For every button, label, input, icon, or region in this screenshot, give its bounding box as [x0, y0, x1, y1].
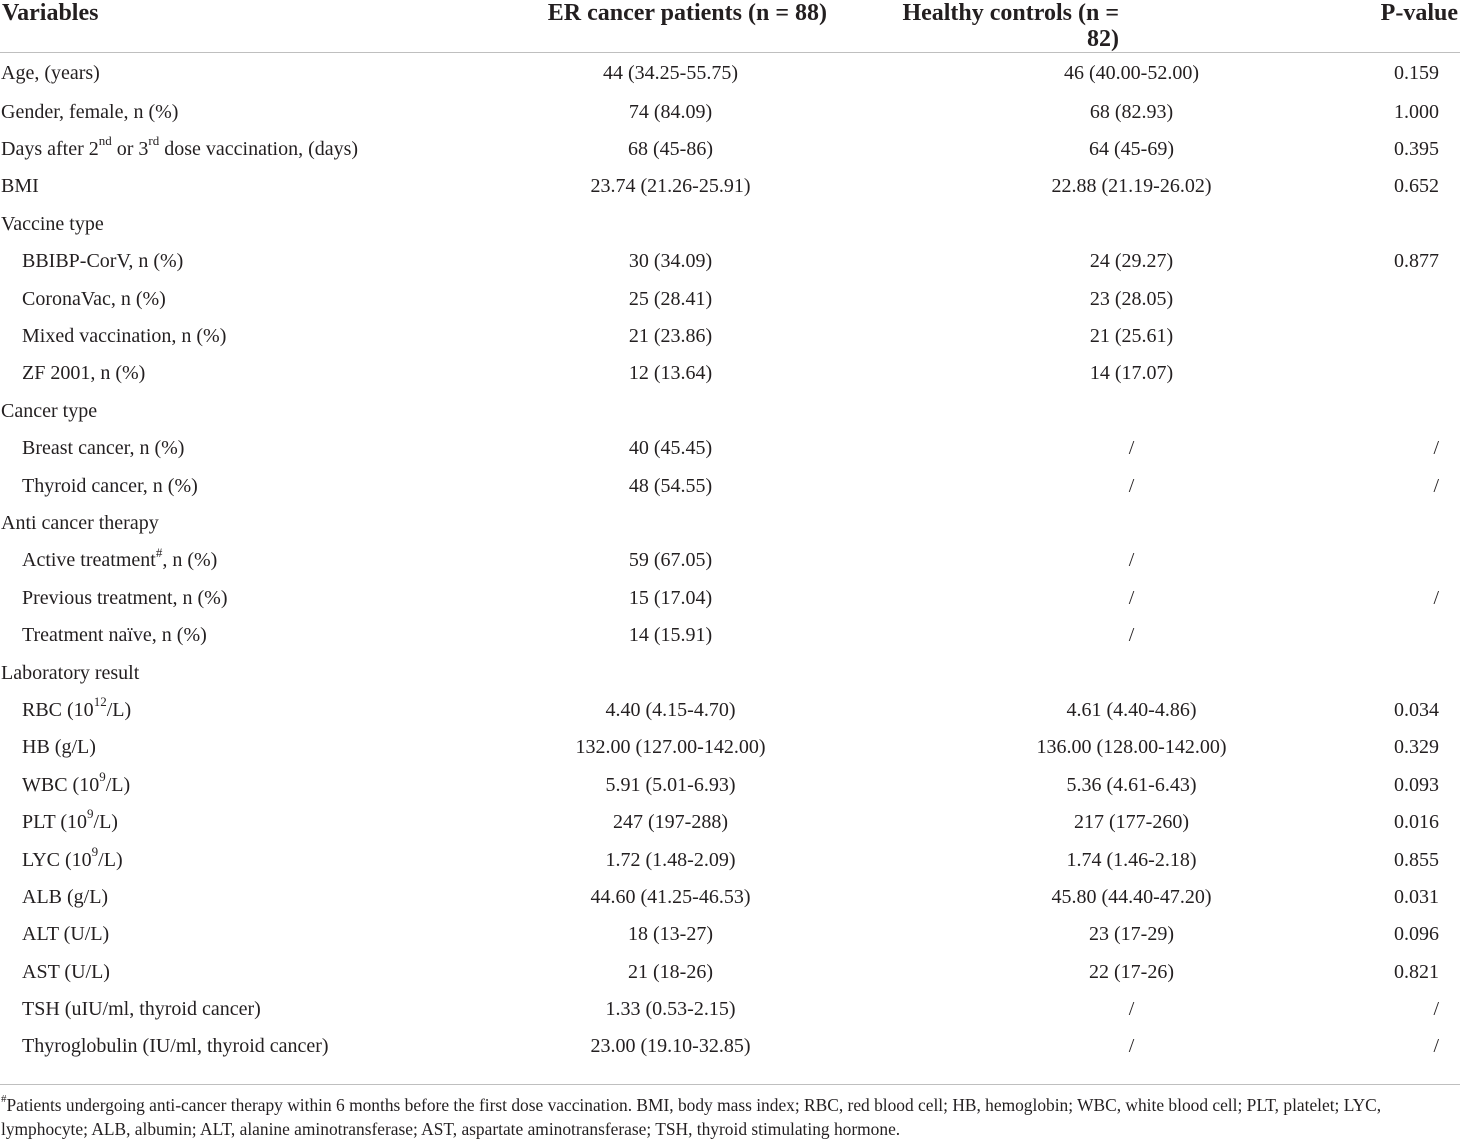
er-cancer-value: 1.33 (0.53-2.15)	[605, 998, 736, 1021]
healthy-control-value: /	[1128, 586, 1135, 609]
row-label: Vaccine type	[1, 212, 104, 235]
row-label: AST (U/L)	[22, 960, 110, 983]
p-value: 0.093	[1394, 773, 1439, 796]
row-label-superscript: nd	[98, 133, 112, 149]
p-value: 0.016	[1394, 811, 1439, 834]
table-row	[0, 130, 1460, 167]
er-cancer-value: 5.91 (5.01-6.93)	[605, 773, 736, 796]
row-label-superscript: #	[155, 544, 163, 560]
healthy-control-value	[871, 504, 1332, 541]
er-cancer-value: 59 (67.05)	[628, 549, 713, 572]
row-label: ALB (g/L)	[22, 885, 109, 908]
table-bottom-rule	[0, 1084, 1460, 1085]
er-cancer-value: 25 (28.41)	[628, 287, 713, 310]
row-label-part: , n (%)	[162, 549, 218, 572]
row-label	[0, 691, 460, 728]
p-value	[1332, 654, 1460, 691]
row-label-part: /L)	[98, 848, 123, 871]
healthy-control-value: 23 (17-29)	[1089, 923, 1174, 946]
table-row	[0, 616, 1460, 653]
row-label: Cancer type	[1, 399, 98, 422]
p-value: 0.031	[1394, 885, 1439, 908]
table-row	[0, 953, 1460, 990]
er-cancer-value: 44.60 (41.25-46.53)	[590, 885, 751, 908]
row-label: Age, (years)	[1, 62, 100, 84]
table-row	[0, 990, 1460, 1027]
header-variables: Variables	[0, 0, 460, 53]
er-cancer-value: 68 (45-86)	[628, 138, 713, 161]
row-label-part: LYC (10	[22, 848, 92, 871]
table-row	[0, 729, 1460, 766]
p-value: 0.096	[1394, 923, 1439, 946]
row-label: ALT (U/L)	[22, 923, 110, 946]
healthy-control-value	[871, 205, 1332, 242]
p-value	[1332, 542, 1460, 579]
table-row	[0, 878, 1460, 915]
p-value: 0.329	[1394, 736, 1439, 759]
row-label: Breast cancer, n (%)	[22, 437, 185, 460]
healthy-control-value: 1.74 (1.46-2.18)	[1066, 848, 1197, 871]
footnote-mark: #	[1, 1093, 7, 1106]
healthy-control-value: /	[1128, 549, 1135, 572]
healthy-control-value: 22.88 (21.19-26.02)	[1051, 175, 1212, 198]
healthy-control-value: 4.61 (4.40-4.86)	[1066, 698, 1197, 721]
table-row	[0, 53, 1460, 94]
er-cancer-value: 23.00 (19.10-32.85)	[590, 1035, 751, 1058]
er-cancer-value: 18 (13-27)	[628, 923, 713, 946]
er-cancer-value: 30 (34.09)	[628, 250, 713, 273]
healthy-control-value: /	[1128, 437, 1135, 460]
er-cancer-value: 48 (54.55)	[628, 474, 713, 497]
table-row	[0, 504, 1460, 541]
er-cancer-value: 14 (15.91)	[628, 624, 713, 647]
er-cancer-value: 247 (197-288)	[613, 811, 728, 834]
row-label-superscript: 9	[91, 843, 99, 859]
healthy-control-value	[871, 654, 1332, 691]
row-label-superscript: 12	[93, 694, 107, 710]
table-row	[0, 280, 1460, 317]
healthy-control-value: /	[1128, 624, 1135, 647]
table-row	[0, 841, 1460, 878]
table-row	[0, 1028, 1460, 1065]
row-label: TSH (uIU/ml, thyroid cancer)	[22, 998, 261, 1021]
row-label: Mixed vaccination, n (%)	[22, 325, 227, 348]
table-footnote	[1, 1093, 1459, 1141]
row-label-part: Active treatment	[22, 549, 156, 572]
table-body	[0, 53, 1460, 1066]
er-cancer-value: 74 (84.09)	[628, 100, 713, 123]
header-healthy-controls: Healthy controls (n = 82)	[871, 0, 1332, 53]
row-label: HB (g/L)	[22, 736, 96, 759]
healthy-control-value: 136.00 (128.00-142.00)	[1036, 736, 1227, 759]
table-row	[0, 579, 1460, 616]
p-value	[1332, 355, 1460, 392]
healthy-control-value: 21 (25.61)	[1089, 325, 1174, 348]
row-label: Previous treatment, n (%)	[22, 586, 228, 609]
table-row	[0, 243, 1460, 280]
table-row	[0, 916, 1460, 953]
table-row	[0, 654, 1460, 691]
row-label-part: PLT (10	[22, 811, 88, 834]
table-row	[0, 467, 1460, 504]
table-row	[0, 803, 1460, 840]
row-label	[0, 766, 460, 803]
p-value	[1332, 205, 1460, 242]
table-header	[0, 0, 1460, 53]
row-label-superscript: rd	[148, 133, 160, 149]
p-value: 0.034	[1394, 698, 1439, 721]
er-cancer-value	[460, 654, 871, 691]
er-cancer-value	[460, 504, 871, 541]
er-cancer-value: 21 (23.86)	[628, 325, 713, 348]
table-row	[0, 355, 1460, 392]
table-row	[0, 392, 1460, 429]
p-value: /	[1433, 586, 1439, 609]
row-label-superscript: 9	[87, 806, 94, 822]
header-p-value: P-value	[1332, 0, 1460, 53]
p-value: 0.652	[1394, 175, 1439, 198]
healthy-control-value: 24 (29.27)	[1089, 250, 1174, 273]
row-label: Gender, female, n (%)	[1, 100, 179, 123]
row-label	[0, 542, 460, 579]
healthy-control-value	[871, 392, 1332, 429]
healthy-control-value: /	[1128, 474, 1135, 497]
er-cancer-value	[460, 205, 871, 242]
er-cancer-value: 4.40 (4.15-4.70)	[605, 698, 736, 721]
p-value: 0.877	[1394, 250, 1439, 273]
er-cancer-value: 21 (18-26)	[628, 960, 713, 983]
table-row	[0, 317, 1460, 354]
footnote-text: Patients undergoing anti-cancer therapy within 6 months before the first dose vaccination. BMI, body mass index; RBC, red blood cell; HB, hemoglobin; WBC, white blood cell; PLT, platelet; LYC, lymphocyte; ALB, albumin; ALT, alanine aminotransferase; AST, aspartate aminotransferase; TSH, thyroid stimulating hormone.	[1, 1095, 1382, 1139]
healthy-control-value: /	[1128, 998, 1135, 1021]
row-label	[0, 803, 460, 840]
table-row	[0, 691, 1460, 728]
healthy-control-value: /	[1128, 1035, 1135, 1058]
table-row	[0, 205, 1460, 242]
table-row	[0, 430, 1460, 467]
row-label-part: /L)	[93, 811, 118, 834]
healthy-control-value: 46 (40.00-52.00)	[1064, 62, 1199, 84]
p-value	[1332, 504, 1460, 541]
p-value: 0.855	[1394, 848, 1439, 871]
row-label: BMI	[1, 175, 39, 198]
row-label: CoronaVac, n (%)	[22, 287, 166, 310]
row-label: Thyroglobulin (IU/ml, thyroid cancer)	[22, 1035, 329, 1058]
healthy-control-value: 22 (17-26)	[1089, 960, 1174, 983]
row-label: Treatment naïve, n (%)	[22, 624, 207, 647]
row-label	[0, 841, 460, 878]
row-label-part: /L)	[106, 698, 132, 721]
row-label-part: or 3	[111, 138, 149, 161]
er-cancer-value	[460, 392, 871, 429]
table-row	[0, 542, 1460, 579]
row-label-part: RBC (10	[22, 698, 94, 721]
er-cancer-value: 15 (17.04)	[628, 586, 713, 609]
row-label: Laboratory result	[1, 661, 140, 684]
er-cancer-value: 23.74 (21.26-25.91)	[590, 175, 751, 198]
row-label: Thyroid cancer, n (%)	[22, 474, 198, 497]
row-label-part: Days after 2	[1, 138, 99, 161]
table-row	[0, 93, 1460, 130]
p-value: 0.159	[1394, 62, 1439, 84]
row-label	[0, 130, 460, 167]
p-value	[1332, 280, 1460, 317]
row-label: BBIBP-CorV, n (%)	[22, 250, 184, 273]
p-value	[1332, 616, 1460, 653]
healthy-control-value: 23 (28.05)	[1089, 287, 1174, 310]
row-label-superscript: 9	[99, 769, 106, 785]
p-value: /	[1433, 474, 1439, 497]
p-value: 0.821	[1394, 960, 1439, 983]
p-value	[1332, 392, 1460, 429]
healthy-control-value: 68 (82.93)	[1089, 100, 1174, 123]
row-label: Anti cancer therapy	[1, 511, 159, 534]
p-value: /	[1433, 437, 1439, 460]
p-value: 0.395	[1394, 138, 1439, 161]
healthy-control-value: 5.36 (4.61-6.43)	[1066, 773, 1197, 796]
header-row	[0, 0, 1460, 53]
row-label-part: WBC (10	[22, 773, 100, 796]
table-row	[0, 766, 1460, 803]
p-value: 1.000	[1394, 100, 1439, 123]
er-cancer-value: 44 (34.25-55.75)	[603, 62, 738, 84]
healthy-control-value: 14 (17.07)	[1089, 362, 1174, 385]
row-label-part: dose vaccination, (days)	[159, 138, 359, 161]
healthy-control-value: 217 (177-260)	[1074, 811, 1189, 834]
row-label: ZF 2001, n (%)	[22, 362, 146, 385]
er-cancer-value: 1.72 (1.48-2.09)	[605, 848, 736, 871]
healthy-control-value: 45.80 (44.40-47.20)	[1051, 885, 1212, 908]
p-value: /	[1433, 1035, 1439, 1058]
er-cancer-value: 12 (13.64)	[628, 362, 713, 385]
header-er-cancer-patients: ER cancer patients (n = 88)	[460, 0, 871, 53]
er-cancer-value: 40 (45.45)	[628, 437, 713, 460]
row-label-part: /L)	[105, 773, 131, 796]
er-cancer-value: 132.00 (127.00-142.00)	[575, 736, 766, 759]
p-value	[1332, 317, 1460, 354]
healthy-control-value: 64 (45-69)	[1089, 138, 1174, 161]
p-value: /	[1433, 998, 1439, 1021]
table-row	[0, 168, 1460, 205]
